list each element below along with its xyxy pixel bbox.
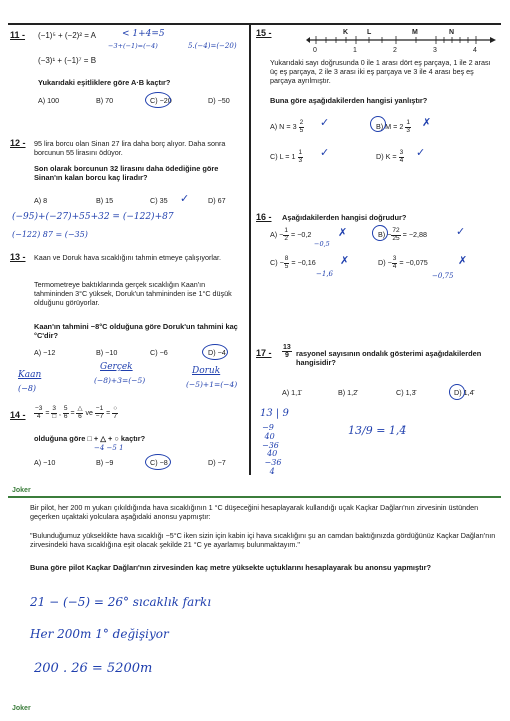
handwritten-line-2: Her 200m 1° değişiyor [30, 627, 169, 641]
question-text: Kaan'ın tahmini −8°C olduğuna göre Doruk'un tahmini kaç °C'dir? [34, 322, 238, 341]
option-c[interactable]: C) −6 [150, 348, 168, 357]
question-number: 16 - [256, 212, 272, 222]
option-d[interactable]: D) −50 [208, 96, 230, 105]
option-b[interactable]: B) 1,2̄ [338, 388, 358, 397]
option-a[interactable]: A) −10 [34, 458, 56, 467]
section-label: Joker [12, 487, 31, 494]
tick-1: 1 [353, 47, 357, 54]
handwritten-values: −4 −5 1 [94, 444, 124, 452]
handwritten-work-2: (−122) 87 = (−35) [12, 230, 88, 239]
question-17 [256, 344, 501, 474]
question-number: 13 - [10, 252, 26, 262]
joker-body: Bir pilot, her 200 m yukarı çıkıldığında hava sıcaklığının 1 °C düşeceğini hesaplayarak kullandığı uçak Kaçkar Dağları'nın zirvesinin üstünden geçerken uçaktaki yolculara aşağıdaki anonsu yapmıştır: [30, 503, 479, 521]
question-body: 95 lira borcu olan Sinan 27 lira daha borç alıyor. Daha sonra borcunun 55 lirasını ödüyor. [34, 139, 226, 157]
option-a[interactable]: A) 100 [38, 96, 60, 105]
answer-circle [202, 344, 228, 360]
number-line [306, 26, 496, 56]
and-word: ve [85, 409, 93, 417]
question-number: 17 - [256, 348, 272, 358]
point-m: M [412, 29, 418, 36]
tick-3: 3 [433, 47, 437, 54]
handwritten-division: 13 | 9 [260, 408, 289, 419]
handwritten-gercek-value: (−8)+3=(−5) [94, 376, 146, 385]
answer-circle [370, 116, 386, 132]
point-n: N [449, 29, 455, 36]
equation-a: (−1)⁵ + (−2)² = A [38, 31, 97, 40]
fraction-expression: $\frac{-3}{4}$ = $\frac{3}{□}$ , $\frac{5}{6}$ = $\frac{\triangle}{6}$ ve $\frac{-1}{-7}$ = $\frac{○}{7}$ [35, 405, 118, 420]
handwritten-line-1: 21 − (−5) = 26° sıcaklık farkı [30, 595, 212, 609]
tick-4: 4 [473, 47, 477, 54]
check-mark: ✓ [456, 225, 466, 238]
answer-circle [372, 225, 388, 241]
handwritten-product: 5.(−4)=(−20) [188, 42, 237, 50]
cross-mark: ✗ [422, 116, 432, 129]
equation-b: (−3)¹ + (−1)⁷ = B [38, 56, 97, 65]
point-l: L [367, 29, 372, 36]
question-number: 11 - [10, 30, 26, 40]
joker-divider [8, 496, 501, 498]
handwritten-line-3: 200 . 26 = 5200m [34, 661, 153, 676]
handwritten-result: 13/9 = 1,4̄ [348, 424, 407, 437]
option-a[interactable]: A) 1,1̄ [282, 388, 302, 397]
option-c[interactable]: C) 35 [150, 196, 168, 205]
question-text: Buna göre aşağıdakilerden hangisi yanlıştır? [270, 96, 428, 105]
question-number: 15 - [256, 28, 272, 38]
check-mark: ✓ [320, 146, 330, 159]
question-number: 14 - [10, 410, 26, 420]
question-15 [256, 28, 501, 198]
option-b[interactable]: B) − $\frac{72}{25}$ = −2,88 [378, 227, 428, 242]
fraction-13-9: $\frac{13}{9}$ [283, 344, 291, 359]
option-d[interactable]: D) 1,4̄ [454, 388, 474, 397]
option-c[interactable]: C) L = 1 $\frac{1}{3}$ [270, 149, 303, 164]
answer-circle [145, 454, 171, 470]
question-13 [10, 252, 245, 402]
question-12 [10, 138, 245, 248]
option-c[interactable]: C) − $\frac{8}{5}$ = −0,16 [270, 255, 316, 270]
question-text: rasyonel sayısının ondalık gösterimi aşağıdakilerden hangisidir? [296, 349, 482, 368]
handwritten-doruk: Doruk [192, 366, 221, 376]
question-text: Yukarıdaki eşitliklere göre A·B kaçtır? [38, 78, 171, 87]
handwritten-work-1: (−95)+(−27)+55+32 = (−122)+87 [12, 212, 174, 222]
question-body: Termometreye baktıklarında gerçek sıcaklığın Kaan'ın tahmininden 3°C yüksek, Doruk'un tahmininden ise 1°C düşük olduğunu görüyorlar. [34, 280, 232, 307]
question-text: Son olarak borcunun 32 lirasını daha ödediğine göre Sinan'ın kalan borcu kaç liradır? [34, 164, 219, 183]
top-divider [8, 23, 501, 25]
option-b[interactable]: B) 15 [96, 196, 114, 205]
tick-0: 0 [313, 47, 317, 54]
handwritten-d: −0,75 [432, 272, 454, 280]
option-d[interactable]: D) 67 [208, 196, 226, 205]
option-b[interactable]: B) M = 2 $\frac{1}{3}$ [376, 119, 410, 134]
option-c[interactable]: C) 1,3̄ [396, 388, 416, 397]
option-a[interactable]: A) N = 3 $\frac{2}{5}$ [270, 119, 304, 134]
option-b[interactable]: B) −10 [96, 348, 118, 357]
handwritten-kaan-value: (−8) [18, 384, 37, 393]
tick-2: 2 [393, 47, 397, 54]
cross-mark: ✗ [340, 254, 350, 267]
column-divider [249, 23, 251, 475]
question-text: Buna göre pilot Kaçkar Dağları'nın zirvesinden kaç metre yüksekte uçtuklarını hesaplayarak bu anonsu yapmıştır? [30, 563, 431, 572]
check-mark: ✓ [416, 146, 426, 159]
question-14 [10, 406, 245, 474]
question-text: olduğuna göre □ + △ + ○ kaçtır? [34, 434, 146, 443]
check-mark: ✓ [320, 116, 330, 129]
handwritten-c: −1,6 [316, 270, 333, 278]
handwritten-kaan: Kaan [18, 370, 42, 380]
joker-announcement: "Bulunduğumuz yükseklikte hava sıcaklığı −5°C iken sizin için kabin içi hava sıcaklığını şu an camdan baktığınızda gördüğünüz Kaçkar Dağları'nın zirvesindeki hava sıcaklığına eşit olacak şekilde 21 °C ye ayarlamış bulunmaktayım." [30, 531, 496, 549]
handwritten-a: < 1+4=5 [122, 29, 165, 39]
footer-label: Joker [12, 705, 31, 712]
option-d[interactable]: D) K = $\frac{3}{4}$ [376, 149, 404, 164]
option-d[interactable]: D) − $\frac{3}{4}$ = −0,075 [378, 255, 428, 270]
question-16 [256, 212, 501, 302]
answer-circle [449, 384, 465, 400]
option-d[interactable]: D) −7 [208, 458, 226, 467]
option-c[interactable]: C) −20 [150, 96, 172, 105]
question-11 [10, 30, 245, 130]
question-body: Yukarıdaki sayı doğrusunda 0 ile 1 arası dört eş parçaya, 1 ile 2 arası üç eş parçaya, 2 ile 3 arası iki eş parçaya ve 3 ile 4 arası beş eş parçaya ayrılmıştır. [270, 58, 491, 85]
handwritten-b: −3+(−1)=(−4) [108, 42, 158, 50]
question-text: Aşağıdakilerden hangisi doğrudur? [282, 213, 407, 222]
joker-question [30, 503, 500, 703]
question-number: 12 - [10, 138, 26, 148]
option-a[interactable]: A) 8 [34, 196, 48, 205]
option-c[interactable]: C) −8 [150, 458, 168, 467]
option-d[interactable]: D) −4 [208, 348, 226, 357]
handwritten-division-steps: −9 40 −36 40 −36 4 [262, 423, 282, 476]
option-a[interactable]: A) −12 [34, 348, 56, 357]
handwritten-a: −0,5 [314, 240, 330, 248]
question-intro: Kaan ve Doruk hava sıcaklığını tahmin etmeye çalışıyorlar. [34, 253, 221, 262]
point-k: K [343, 29, 349, 36]
option-a[interactable]: A) − $\frac{1}{2}$ = −0,2 [270, 227, 312, 242]
option-b[interactable]: B) −9 [96, 458, 114, 467]
cross-mark: ✗ [458, 254, 468, 267]
answer-circle [145, 92, 171, 108]
handwritten-doruk-value: (−5)+1=(−4) [186, 380, 238, 389]
cross-mark: ✗ [338, 226, 348, 239]
option-b[interactable]: B) 70 [96, 96, 114, 105]
handwritten-gercek: Gerçek [100, 362, 133, 372]
check-mark: ✓ [180, 192, 190, 205]
